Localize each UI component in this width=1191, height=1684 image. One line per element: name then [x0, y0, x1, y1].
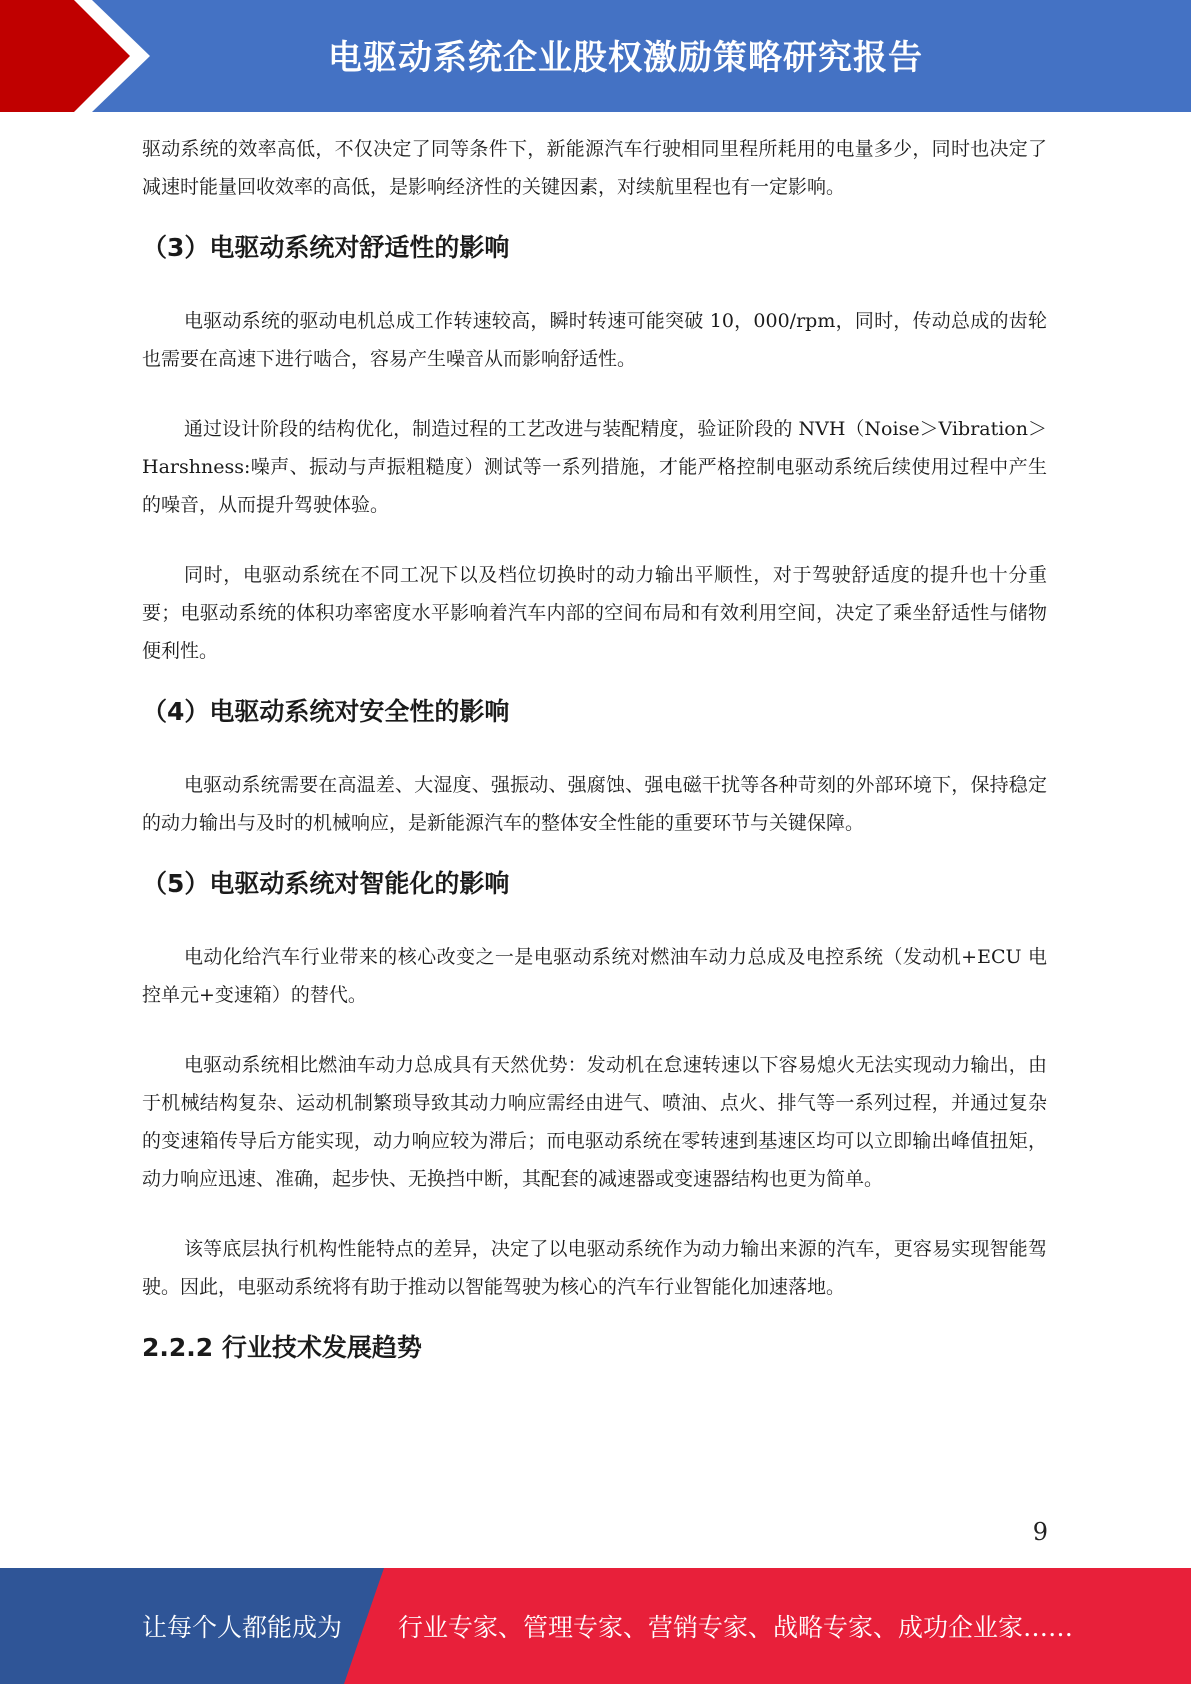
- paragraph-intelligence-3: 该等底层执行机构性能特点的差异，决定了以电驱动系统作为动力输出来源的汽车，更容易实现智能驾驶。因此，电驱动系统将有助于推动以智能驾驶为核心的汽车行业智能化加速落地。: [142, 1238, 1047, 1298]
- section-heading-2-2-2: 2.2.2 行业技术发展趋势: [142, 1333, 422, 1362]
- document-body: [142, 130, 1047, 1402]
- paragraph-comfort-1: 电驱动系统的驱动电机总成工作转速较高，瞬时转速可能突破 10，000/rpm，同时，传动总成的齿轮也需要在高速下进行啮合，容易产生噪音从而影响舒适性。: [142, 310, 1047, 370]
- paragraph-intelligence-1: 电动化给汽车行业带来的核心改变之一是电驱动系统对燃油车动力总成及电控系统（发动机+ECU 电控单元+变速箱）的替代。: [142, 946, 1047, 1006]
- paragraph-comfort-2: 通过设计阶段的结构优化，制造过程的工艺改进与装配精度，验证阶段的 NVH（Noise＞Vibration＞Harshness:噪声、振动与声振粗糙度）测试等一系列措施，才能严格控制电驱动系统后续使用过程中产生的噪音，从而提升驾驶体验。: [142, 418, 1047, 516]
- section-heading-comfort: （3）电驱动系统对舒适性的影响: [142, 233, 510, 262]
- header-banner: [0, 0, 1191, 112]
- paragraph-safety-1: 电驱动系统需要在高温差、大湿度、强振动、强腐蚀、强电磁干扰等各种苛刻的外部环境下，保持稳定的动力输出与及时的机械响应，是新能源汽车的整体安全性能的重要环节与关键保障。: [142, 774, 1047, 834]
- section-heading-intelligence: （5）电驱动系统对智能化的影响: [142, 869, 510, 898]
- footer-slogan-right: 行业专家、管理专家、营销专家、战略专家、成功企业家……: [398, 1613, 1074, 1642]
- report-title: 电驱动系统企业股权激励策略研究报告: [328, 37, 923, 78]
- paragraph-intelligence-2: 电驱动系统相比燃油车动力总成具有天然优势：发动机在怠速转速以下容易熄火无法实现动力输出，由于机械结构复杂、运动机制繁琐导致其动力响应需经由进气、喷油、点火、排气等一系列过程，并通过复杂的变速箱传导后方能实现，动力响应较为滞后；而电驱动系统在零转速到基速区均可以立即输出峰值扭矩，动力响应迅速、准确，起步快、无换挡中断，其配套的减速器或变速器结构也更为简单。: [142, 1054, 1047, 1190]
- header-arrow-decoration: [0, 0, 160, 112]
- footer-slogan-left: 让每个人都能成为: [142, 1613, 343, 1642]
- paragraph-intro: 驱动系统的效率高低，不仅决定了同等条件下，新能源汽车行驶相同里程所耗用的电量多少，同时也决定了减速时能量回收效率的高低，是影响经济性的关键因素，对续航里程也有一定影响。: [142, 138, 1047, 198]
- section-heading-safety: （4）电驱动系统对安全性的影响: [142, 697, 510, 726]
- page-number: 9: [1032, 1518, 1048, 1546]
- paragraph-comfort-3: 同时，电驱动系统在不同工况下以及档位切换时的动力输出平顺性，对于驾驶舒适度的提升也十分重要；电驱动系统的体积功率密度水平影响着汽车内部的空间布局和有效利用空间，决定了乘坐舒适性与储物便利性。: [142, 564, 1047, 662]
- footer-banner: [0, 1568, 1191, 1684]
